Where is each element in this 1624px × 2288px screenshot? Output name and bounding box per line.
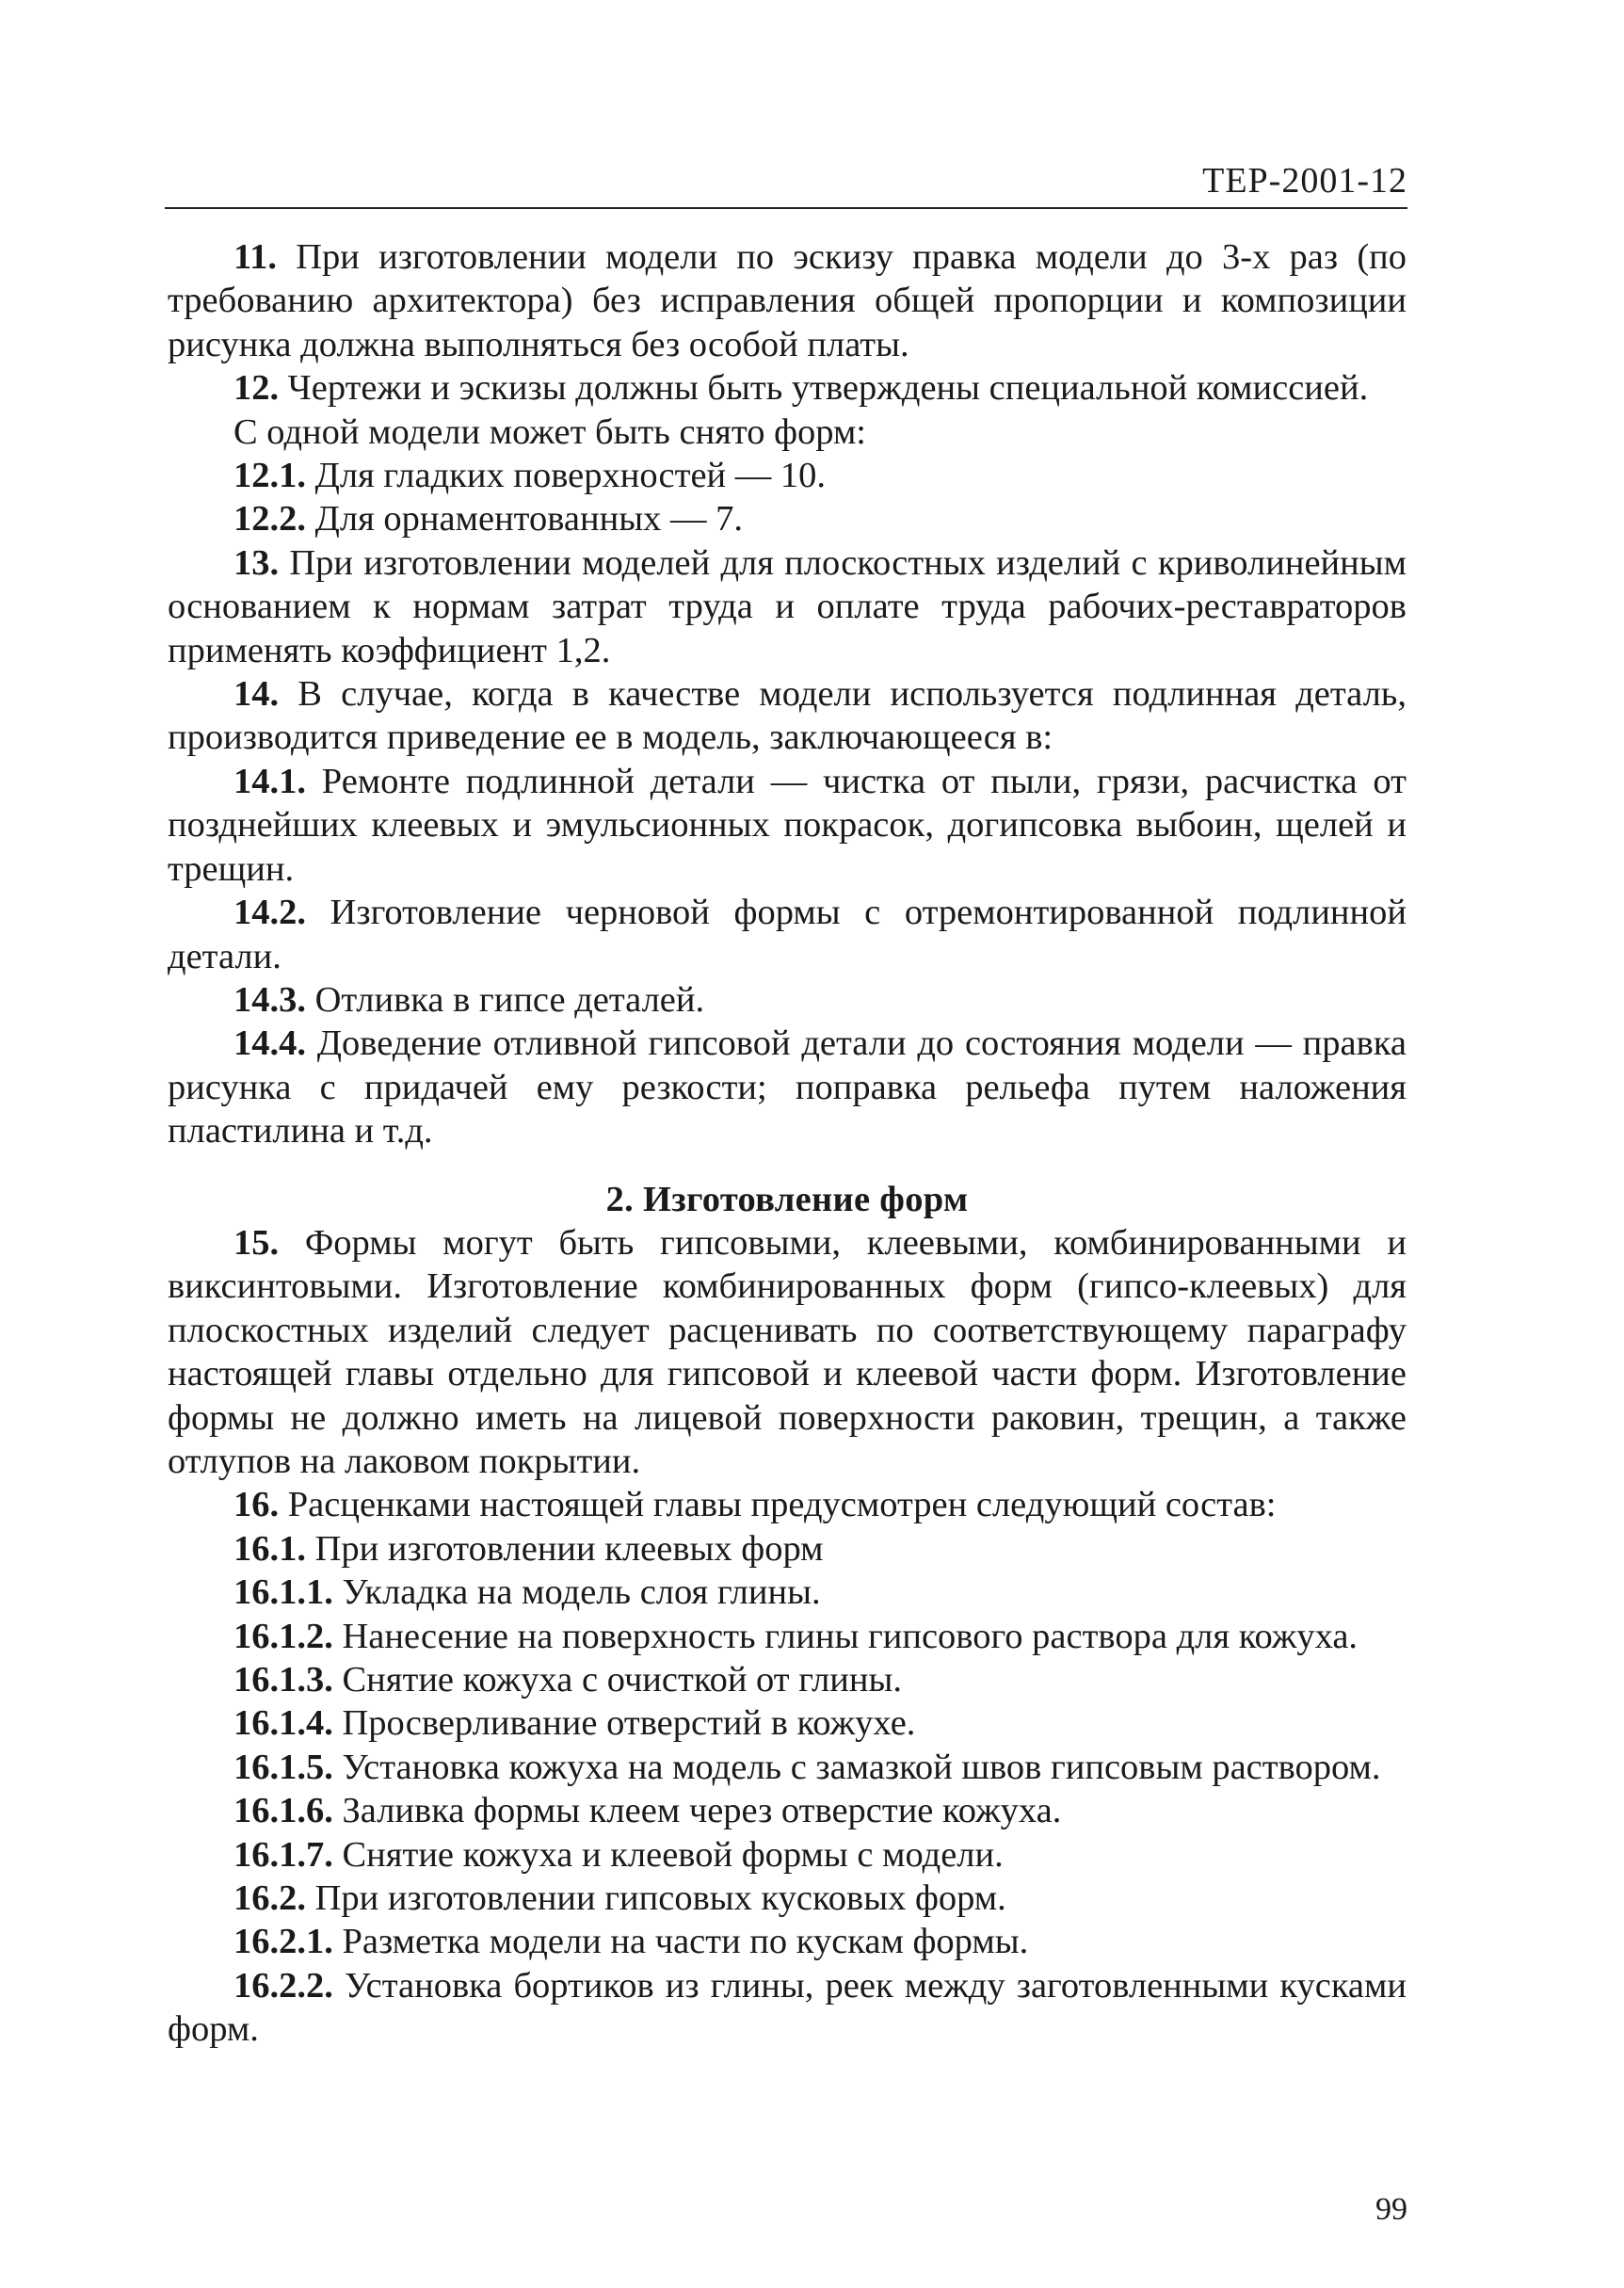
section-title: 2. Изготовление форм [605,1179,969,1219]
paragraph-16-1-3 [168,1658,1407,1701]
paragraph-text: Отливка в гипсе деталей. [306,979,705,1020]
paragraph-16 [168,1483,1407,1526]
paragraph-11 [168,235,1407,366]
paragraph-14 [168,672,1407,760]
paragraph-16-2 [168,1877,1407,1920]
paragraph-number: 16.2. [233,1878,306,1919]
paragraph-number: 16.1.4. [233,1703,333,1744]
paragraph-text: При изготовлении моделей для плоскостных изделий с криволинейным основанием к нормам затрат труда и оплате труда рабочих-реставраторов применять коэффициент 1,2. [168,542,1407,670]
paragraph-text: При изготовлении гипсовых кусковых форм. [306,1878,1006,1919]
paragraph-text: При изготовлении модели по эскизу правка модели до 3-х раз (по требованию архитектора) без исправления общей пропорции и композиции рисунка должна выполняться без особой платы. [168,237,1407,364]
paragraph-text: Снятие кожуха с очисткой от глины. [332,1660,902,1700]
paragraph-text: Доведение отливной гипсовой детали до состояния модели — правка рисунка с придачей ему резкости; поправка рельефа путем наложения пластилина и т.д. [168,1023,1407,1152]
paragraph-16-1-2 [168,1615,1407,1658]
paragraph-number: 16.1.5. [233,1747,333,1787]
paragraph-number: 16.1.1. [233,1572,333,1613]
paragraph-number: 16.2.2. [233,1965,333,2006]
paragraph-15 [168,1221,1407,1483]
paragraph-16-1-4 [168,1701,1407,1745]
paragraph-text: Формы могут быть гипсовыми, клеевыми, комбинированными и виксинтовыми. Изготовление комбинированных форм (гипсо-клеевых) для плоскостных изделий следует расценивать по соответствующему параграфу настоящей главы отдельно для гипсовой и клеевой части форм. Изготовление формы не должно иметь на лицевой поверхности раковин, трещин, а также отлупов на лаковом покрытии. [168,1222,1407,1481]
header-rule [165,207,1407,209]
paragraph-text: Расценками настоящей главы предусмотрен следующий состав: [279,1485,1277,1525]
paragraph-12-1 [168,454,1407,497]
paragraph-number: 14. [233,674,280,715]
paragraph-number: 16.1.7. [233,1834,333,1875]
paragraph-14-4 [168,1022,1407,1152]
paragraph-16-1 [168,1527,1407,1571]
paragraph-text: Нанесение на поверхность глины гипсового раствора для кожуха. [332,1616,1359,1656]
document-body [168,235,1407,2052]
paragraph-13 [168,541,1407,672]
paragraph-14-3 [168,978,1407,1022]
paragraph-number: 14.2. [233,893,306,933]
paragraph-text: Изготовление черновой формы с отремонтированной подлинной детали. [168,893,1407,976]
paragraph-14-1 [168,760,1407,891]
paragraph-text: При изготовлении клеевых форм [306,1528,824,1569]
paragraph-number: 16.1.3. [233,1660,333,1700]
page-header [165,151,1407,209]
paragraph-text: С одной модели может быть снято форм: [233,411,867,452]
paragraph-number: 16.1. [233,1528,306,1569]
paragraph-text: Снятие кожуха и клеевой формы с модели. [332,1834,1004,1875]
paragraph-16-1-7 [168,1833,1407,1877]
paragraph-number: 11. [233,237,278,277]
paragraph-number: 16. [233,1485,280,1525]
paragraph-text: Ремонте подлинной детали — чистка от пыли, грязи, расчистка от позднейших клеевых и эмульсионных покрасок, догипсовка выбоин, щелей и трещин. [168,761,1407,889]
paragraph-16-2-1 [168,1920,1407,1963]
paragraph-text: Установка бортиков из глины, реек между заготовленными кусками форм. [168,1965,1407,2050]
paragraph-number: 13. [233,542,280,583]
paragraph-number: 16.1.6. [233,1791,333,1831]
paragraph-number: 12.1. [233,456,306,496]
paragraph-text: Разметка модели на части по кускам формы. [332,1922,1029,1962]
paragraph-text: В случае, когда в качестве модели используется подлинная деталь, производится приведение ее в модель, заключающееся в: [168,674,1407,758]
paragraph-number: 14.4. [233,1023,306,1064]
document-code: ТЕР-2001-12 [1202,161,1407,201]
paragraph-number: 14.3. [233,979,306,1020]
page-number: 99 [1375,2192,1407,2227]
paragraph-number: 16.2.1. [233,1922,333,1962]
paragraph-text: Для орнаментованных — 7. [306,499,743,540]
paragraph-text: Установка кожуха на модель с замазкой швов гипсовым раствором. [332,1747,1381,1787]
paragraph-text: Просверливание отверстий в кожухе. [332,1703,916,1744]
paragraph-12-2 [168,497,1407,540]
paragraph-text: Укладка на модель слоя глины. [332,1572,821,1613]
paragraph-16-1-1 [168,1571,1407,1614]
paragraph-number: 12. [233,368,280,409]
paragraph-12 [168,366,1407,410]
paragraph-16-2-2 [168,1964,1407,2052]
paragraph-12-intro [168,411,1407,454]
paragraph-text: Заливка формы клеем через отверстие кожуха. [332,1791,1062,1831]
paragraph-16-1-6 [168,1789,1407,1832]
paragraph-14-2 [168,891,1407,978]
paragraph-text: Для гладких поверхностей — 10. [306,456,827,496]
paragraph-number: 12.2. [233,499,306,540]
paragraph-16-1-5 [168,1746,1407,1789]
paragraph-text: Чертежи и эскизы должны быть утверждены специальной комиссией. [279,368,1369,409]
paragraph-number: 16.1.2. [233,1616,333,1656]
paragraph-number: 15. [233,1222,280,1263]
paragraph-number: 14.1. [233,761,306,801]
